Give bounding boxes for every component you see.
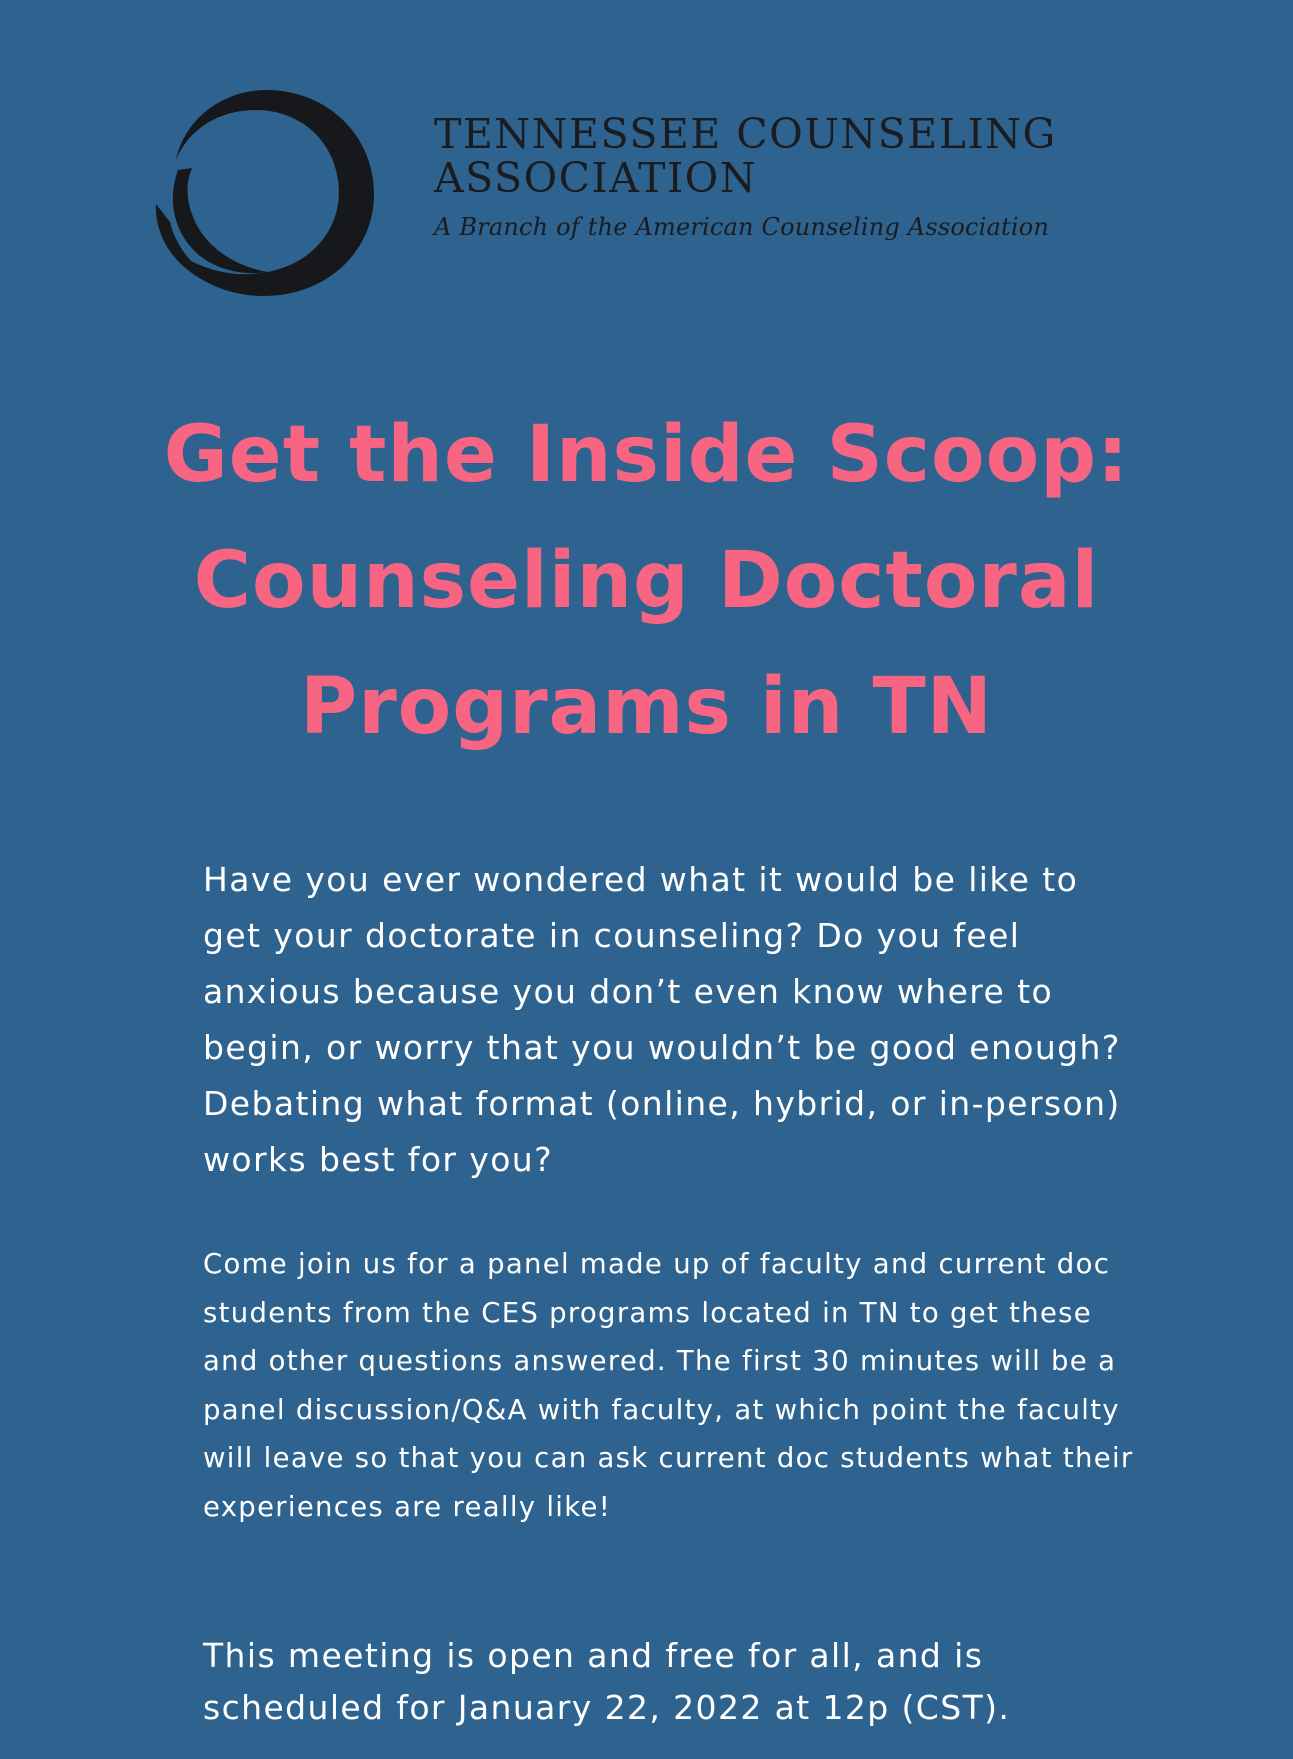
page-title — [0, 392, 1293, 770]
logo-org-name-line1: TENNESSEE COUNSELING — [434, 110, 1057, 158]
logo-wordmark — [434, 112, 1057, 242]
title-line-2: Counseling Doctoral — [193, 536, 1100, 626]
intro-paragraph: Have you ever wondered what it would be like to get your doctorate in counseling? Do you feel anxious because you don’t even know where to begin, or worry that you wouldn’t be good enough? Debating what format (online, hybrid, or in-person) works best for you? — [203, 860, 1121, 1179]
tca-logo — [148, 86, 1178, 300]
logo-org-name-line2: ASSOCIATION — [434, 154, 758, 202]
title-line-1: Get the Inside Scoop: — [163, 410, 1130, 500]
event-info-paragraph: This meeting is open and free for all, and is scheduled for January 22, 2022 at 12p (CST). — [203, 1636, 1011, 1727]
title-line-3: Programs in TN — [300, 662, 993, 752]
logo-ring-icon — [148, 86, 376, 298]
details-paragraph: Come join us for a panel made up of faculty and current doc students from the CES programs located in TN to get these and other questions answered. The first 30 minutes will be a panel discussion/Q&A with faculty, at which point the faculty will leave so that you can ask current doc students what their experiences are really like! — [203, 1248, 1134, 1523]
logo-tagline: A Branch of the American Counseling Association — [434, 213, 1050, 241]
